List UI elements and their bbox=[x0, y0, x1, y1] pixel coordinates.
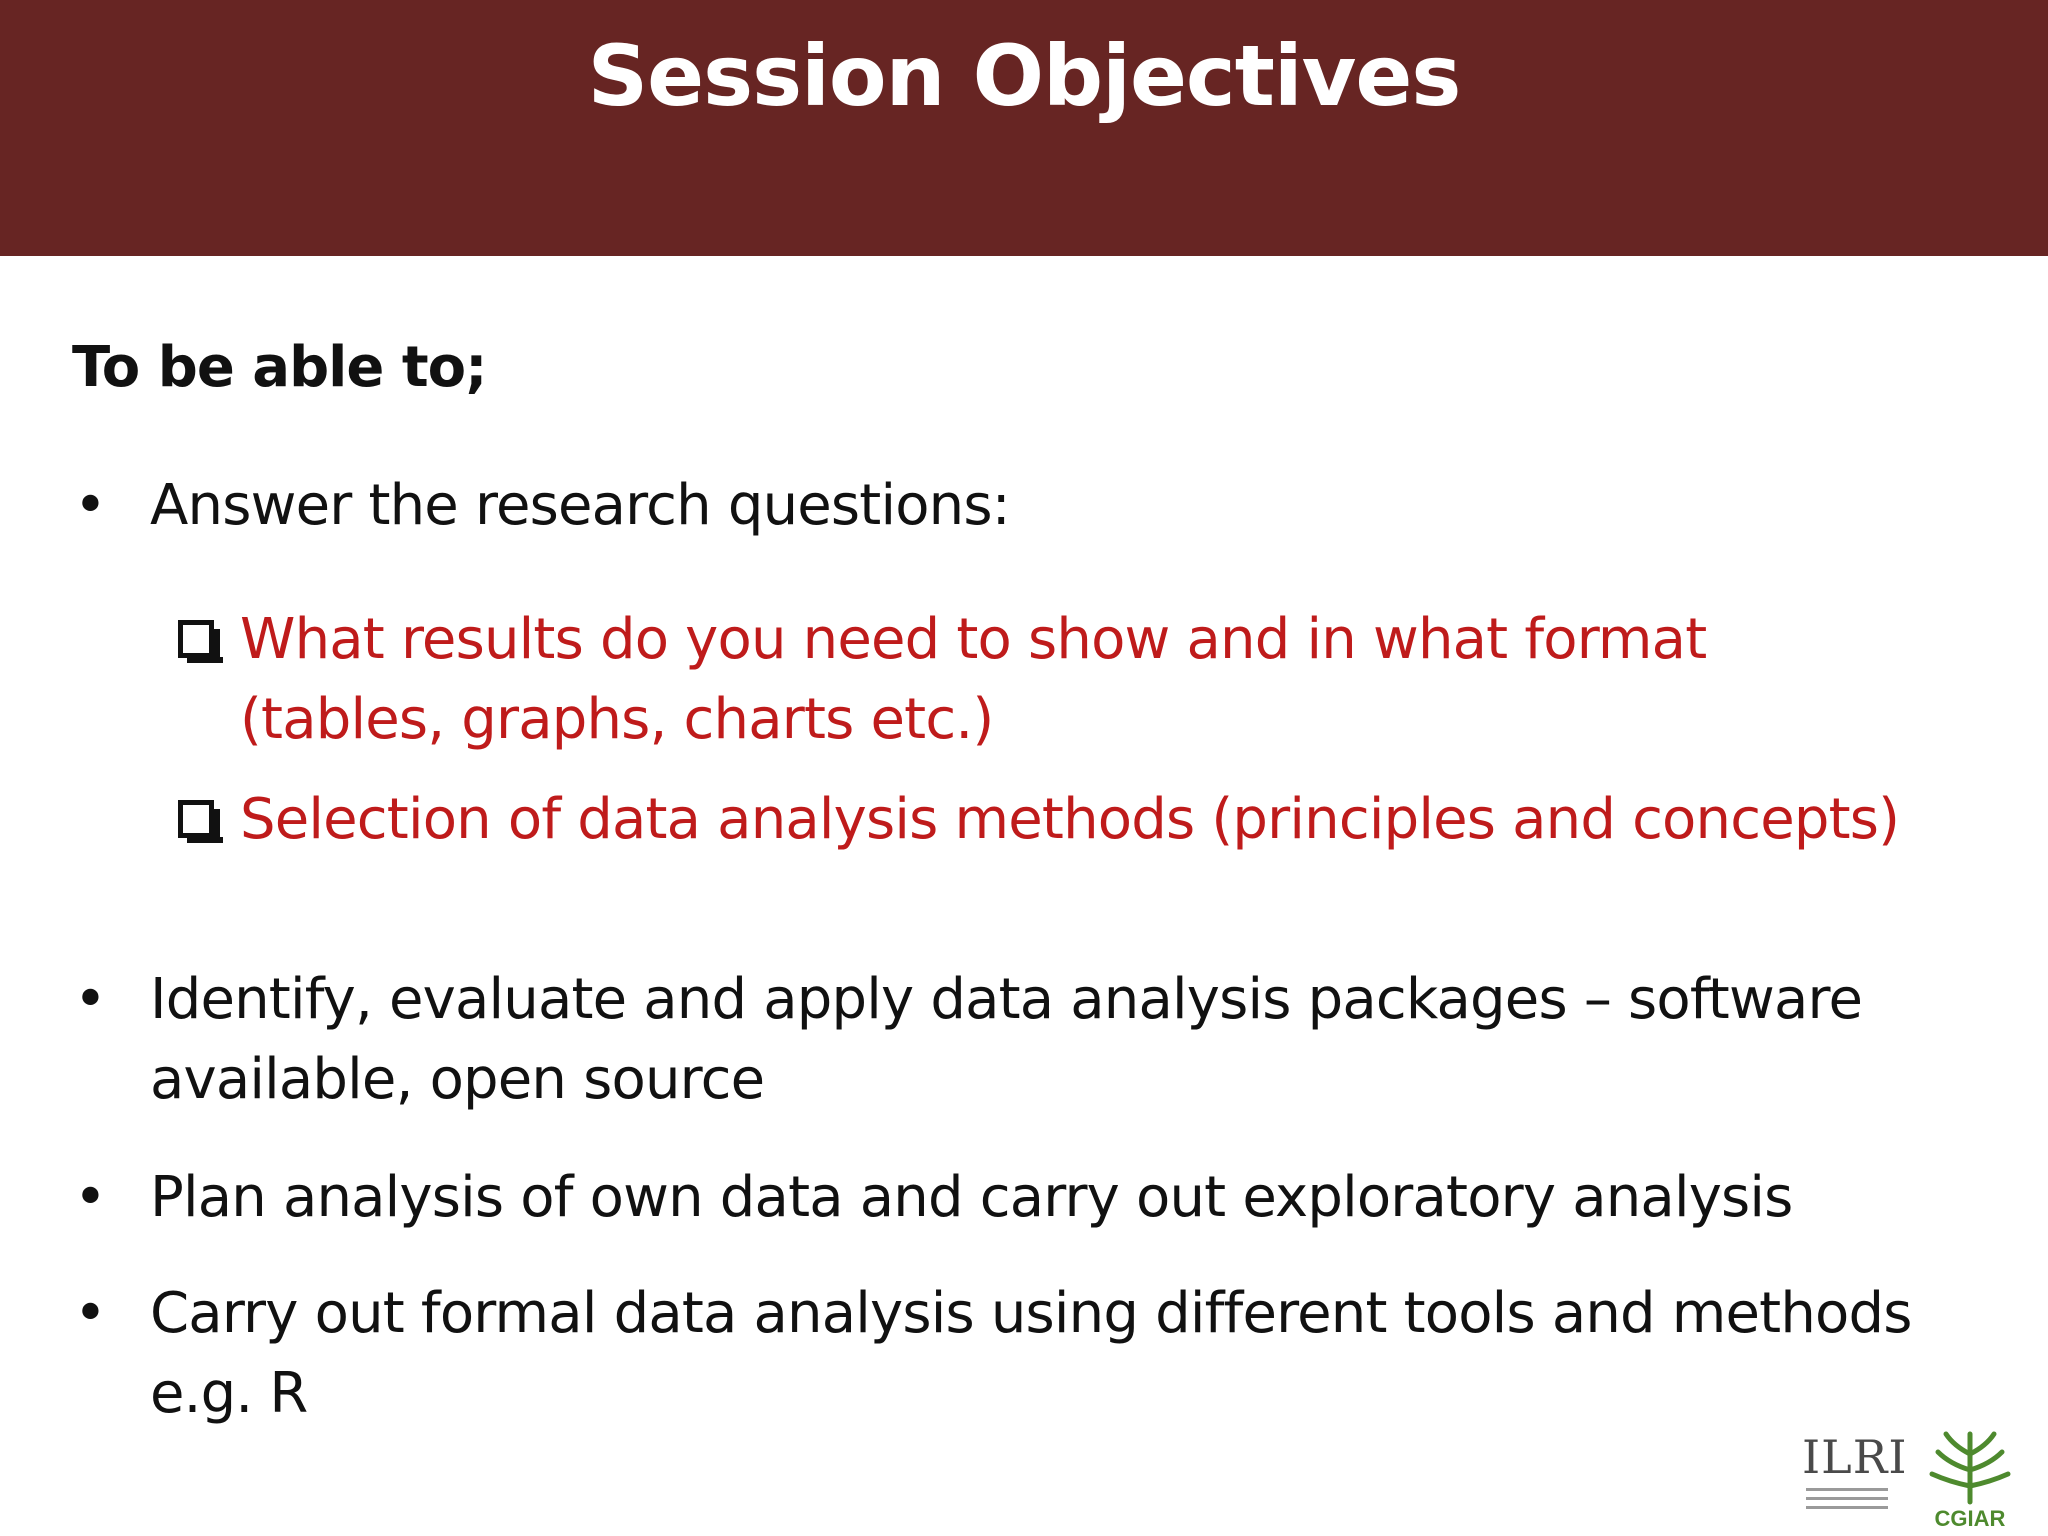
bullet-identify-packages bbox=[70, 960, 1950, 1120]
bullet-plan-analysis bbox=[70, 1158, 1950, 1238]
cgiar-logo-text: CGIAR bbox=[1934, 1506, 2006, 1531]
bullet-text: Plan analysis of own data and carry out exploratory analysis bbox=[150, 1165, 1793, 1230]
bullet-marker: • bbox=[73, 967, 107, 1032]
ilri-logo-text: ILRI bbox=[1802, 1430, 1908, 1484]
bullet-text: Answer the research questions: bbox=[150, 473, 1010, 538]
sub-item-text: What results do you need to show and in what format (tables, graphs, charts etc.) bbox=[240, 607, 1707, 752]
title-bar bbox=[0, 0, 2048, 256]
bullet-marker: • bbox=[73, 473, 107, 538]
checkbox-icon bbox=[178, 800, 214, 838]
bullet-marker: • bbox=[73, 1281, 107, 1346]
bullet-marker: • bbox=[73, 1165, 107, 1230]
wheat-icon bbox=[1920, 1424, 2020, 1506]
checkbox-icon bbox=[178, 620, 214, 658]
sub-item-analysis-methods bbox=[178, 780, 2038, 860]
cgiar-logo bbox=[1920, 1424, 2030, 1536]
bullet-text: Carry out formal data analysis using different tools and methods e.g. R bbox=[150, 1281, 1912, 1426]
ilri-logo bbox=[1802, 1430, 1908, 1524]
sub-item-text: Selection of data analysis methods (principles and concepts) bbox=[240, 787, 1900, 852]
ilri-logo-subtitle-lines bbox=[1802, 1488, 1892, 1509]
bullet-text: Identify, evaluate and apply data analysis packages – software available, open source bbox=[150, 967, 1863, 1112]
intro-heading: To be able to; bbox=[72, 335, 487, 400]
slide-title: Session Objectives bbox=[587, 27, 1461, 125]
sub-item-results-format bbox=[178, 600, 2038, 760]
bullet-formal-analysis bbox=[70, 1274, 1950, 1434]
bullet-answer-questions bbox=[70, 466, 1950, 546]
